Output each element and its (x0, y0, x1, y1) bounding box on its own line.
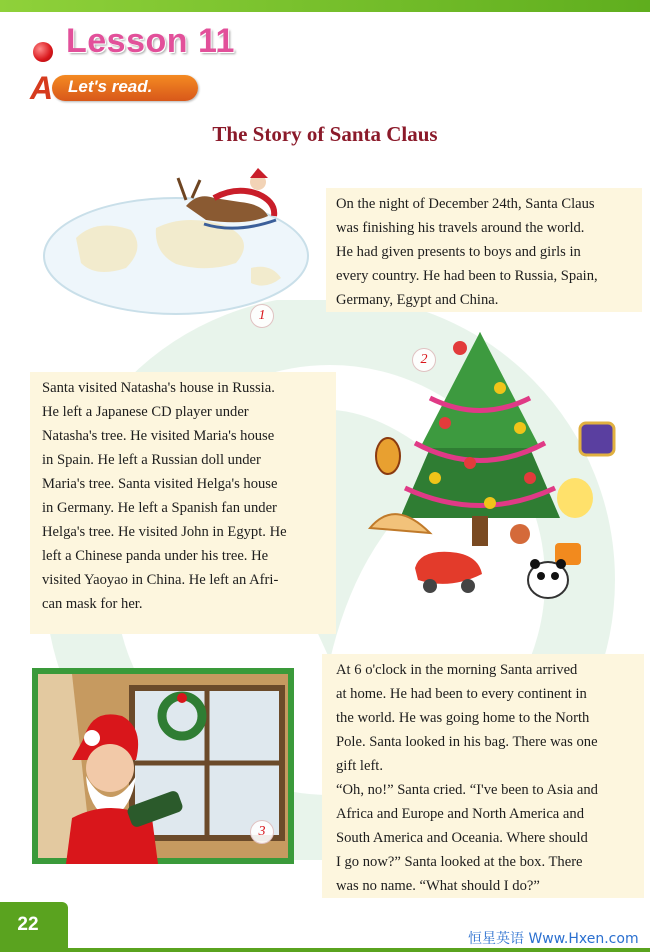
paragraph-line: Santa visited Natasha's house in Russia. (42, 380, 275, 396)
paragraph-line: the world. He was going home to the North (336, 710, 590, 726)
paragraph-line: “Oh, no!” Santa cried. “I've been to Asia and (336, 782, 598, 798)
paragraph-line: He had given presents to boys and girls in (336, 244, 581, 260)
lesson-title: Lesson 11 (66, 22, 235, 60)
page-number: 22 (17, 914, 39, 935)
top-green-bar (0, 0, 650, 12)
paragraph-line: Helga's tree. He visited John in Egypt. He (42, 524, 287, 540)
paragraph-1 (326, 188, 642, 312)
paragraph-line: Pole. Santa looked in his bag. There was one (336, 734, 598, 750)
paragraph-line: visited Yaoyao in China. He left an Afri- (42, 572, 279, 588)
paragraph-line: left a Chinese panda under his tree. He (42, 548, 269, 564)
christmas-tree-icon (360, 328, 642, 618)
paragraph-line: Germany, Egypt and China. (336, 292, 499, 308)
story-title: The Story of Santa Claus (212, 122, 438, 146)
santa-sleigh-map-icon (36, 168, 310, 318)
paragraph-line: was finishing his travels around the world. (336, 220, 585, 236)
footer-line (68, 948, 650, 952)
paragraph-line: in Germany. He left a Spanish fan under (42, 500, 277, 516)
picture-number-3: 3 (250, 820, 274, 844)
paragraph-line: At 6 o'clock in the morning Santa arrived (336, 662, 578, 678)
lesson-bullet-icon (33, 42, 53, 62)
paragraph-line: On the night of December 24th, Santa Claus (336, 196, 595, 212)
paragraph-line: South America and Oceania. Where should (336, 830, 588, 846)
picture-number-2: 2 (412, 348, 436, 372)
paragraph-line: Africa and Europe and North America and (336, 806, 584, 822)
section-letter: A (30, 70, 54, 106)
section-label: Let's read. (68, 77, 153, 96)
paragraph-3 (322, 654, 644, 898)
paragraph-2 (30, 372, 336, 634)
paragraph-line: He left a Japanese CD player under (42, 404, 249, 420)
paragraph-line: at home. He had been to every continent in (336, 686, 587, 702)
paragraph-line: every country. He had been to Russia, Spain, (336, 268, 598, 284)
paragraph-line: can mask for her. (42, 596, 143, 612)
paragraph-line: Maria's tree. Santa visited Helga's house (42, 476, 278, 492)
site-watermark: 恒星英语 Www.Hxen.com (468, 931, 639, 947)
paragraph-line: in Spain. He left a Russian doll under (42, 452, 261, 468)
paragraph-line: gift left. (336, 758, 384, 774)
paragraph-line: I go now?” Santa looked at the box. There (336, 854, 583, 870)
picture-number-1: 1 (250, 304, 274, 328)
paragraph-line: Natasha's tree. He visited Maria's house (42, 428, 275, 444)
paragraph-line: was no name. “What should I do?” (336, 878, 540, 894)
